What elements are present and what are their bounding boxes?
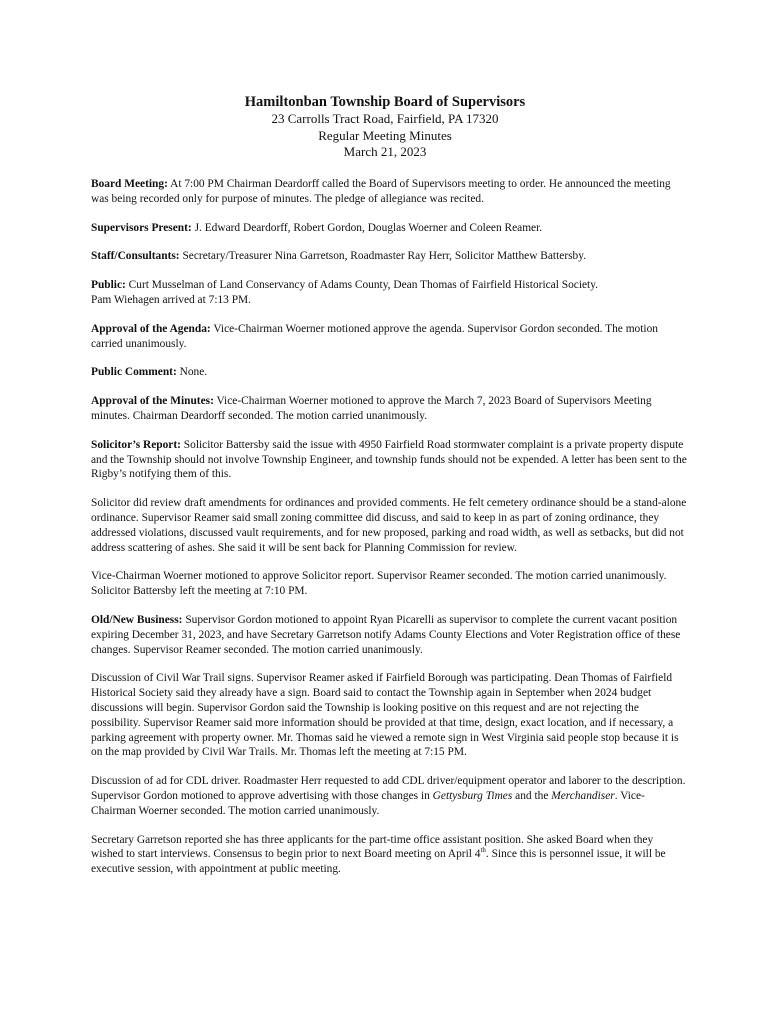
section-label: Approval of the Agenda: [91,322,211,335]
paragraph-text: J. Edward Deardorff, Robert Gordon, Douglas Woerner and Coleen Reamer. [191,221,543,234]
paragraph-text: Pam Wiehagen arrived at 7:13 PM. [91,293,252,306]
section-label: Public Comment: [91,366,177,379]
document-header [0,94,770,161]
section-label: Solicitor’s Report: [91,438,181,451]
paragraph-text: Vice-Chairman Woerner motioned approve the agenda. Supervisor Gordon seconded. The motion carried unanimously. [91,322,658,350]
paragraph-text: Secretary/Treasurer Nina Garretson, Roadmaster Ray Herr, Solicitor Matthew Battersby. [179,250,587,263]
minutes-body [91,177,687,891]
meeting-type: Regular Meeting Minutes [318,127,452,143]
office-assistant-paragraph [91,833,687,877]
supervisors-present-paragraph [91,221,687,236]
public-comment-paragraph [91,365,687,380]
paragraph-text: None. [176,366,208,379]
section-label: Board Meeting: [91,178,168,190]
paragraph-text: Solicitor Battersby said the issue with 4950 Fairfield Road stormwater complaint is a private property dispute and the Township should not involve Township Engineer, and township funds should not be expended. A letter has been sent to the Rigby’s notifying them of this. [91,438,687,481]
paragraph-text: Curt Musselman of Land Conservancy of Adams County, Dean Thomas of Fairfield Historical Society. [125,279,599,292]
section-label: Supervisors Present: [91,221,192,234]
old-new-business-paragraph [91,613,687,657]
paragraph-text: Vice-Chairman Woerner motioned to approve the March 7, 2023 Board of Supervisors Meeting minutes. Chairman Deardorff seconded. The motion carried unanimously. [91,395,652,422]
staff-paragraph [91,249,687,264]
paragraph-text: At 7:00 PM Chairman Deardorff called the Board of Supervisors meeting to order. He announced the meeting was being recorded only for purpose of minutes. The pledge of allegiance was recited. [91,178,671,205]
paragraph-text: . Vice-Chairman Woerner seconded. The motion carried unanimously. [91,789,645,817]
section-label: Approval of the Minutes: [91,395,214,408]
document-title: Hamiltonban Township Board of Supervisors [244,94,526,110]
public-paragraph [91,278,687,308]
section-label: Old/New Business: [91,613,183,626]
paragraph-text: Discussion of ad for CDL driver. Roadmaster Herr requested to add CDL driver/equipment operator and laborer to the description. Supervisor Gordon motioned to approve advertising with those changes in [91,775,686,802]
board-meeting-paragraph [91,177,687,207]
paragraph-text: Supervisor Gordon motioned to appoint Ryan Picarelli as supervisor to complete the current vacant position expiring December 31, 2023, and have Secretary Garretson notify Adams County Elections and Voter Registration office of these changes. Supervisor Reamer seconded. The motion carried unanimously. [91,613,681,656]
paragraph-text: Secretary Garretson reported she has three applicants for the part-time office assistant position. She asked Board when they wished to start interviews. Consensus to begin prior to next Board meeting on April 4 [91,833,654,861]
publication-name: Gettysburg Times [432,789,513,802]
solicitor-report-paragraph [91,438,687,482]
address-line: 23 Carrolls Tract Road, Fairfield, PA 17320 [271,111,499,126]
agenda-paragraph [91,322,687,352]
section-label: Staff/Consultants: [91,250,180,263]
ordinal-suffix: th [480,846,486,855]
civil-war-trail-paragraph: Discussion of Civil War Trail signs. Supervisor Reamer asked if Fairfield Borough was participating. Dean Thomas of Fairfield Historical Society said they already have a sign. Board said to contact the Township again in September when 2024 budget discussions will begin. Supervisor Gordon said the Township is looking positive on this request and are not rejecting the possibility. Supervisor Reamer said more information should be provided at that time, design, exact location, and if necessary, a parking agreement with property owner. Mr. Thomas said he viewed a remote sign in West Virginia said people stop because it is on the map provided by Civil War Trails. Mr. Thomas left the meeting at 7:15 PM. [91,672,679,759]
cdl-driver-paragraph [91,774,687,818]
solicitor-ordinance-paragraph: Solicitor did review draft amendments for ordinances and provided comments. He felt cemetery ordinance should be a stand-alone ordinance. Supervisor Reamer said small zoning committee did discuss, and said to keep in as part of zoning ordinance, they addressed violations, discussed vault requirements, and for new proposed, parking and road width, as well as setbacks, but did not address scattering of ashes. She said it will be sent back for Planning Commission for review. [91,497,687,554]
paragraph-text: and the [512,789,552,802]
solicitor-motion-paragraph: Vice-Chairman Woerner motioned to approve Solicitor report. Supervisor Reamer seconded. The motion carried unanimously. Solicitor Battersby left the meeting at 7:10 PM. [91,570,667,598]
paragraph-text: . Since this is personnel issue, it will be executive session, with appointment at public meeting. [91,848,666,876]
meeting-date: March 21, 2023 [343,144,427,159]
section-label: Public: [91,279,126,292]
publication-name: Merchandiser [551,789,615,802]
minutes-approval-paragraph [91,394,687,424]
